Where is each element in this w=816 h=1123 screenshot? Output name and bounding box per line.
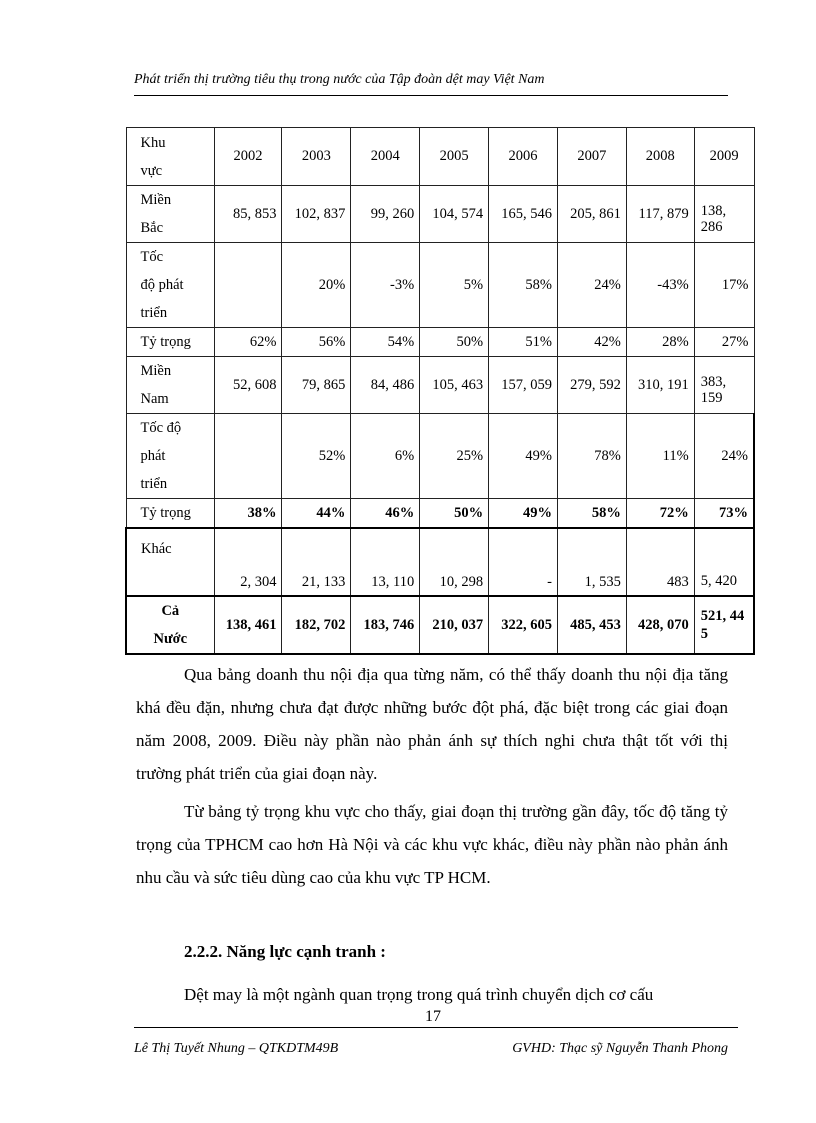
table-cell: 28% (626, 328, 694, 357)
table-cell: 50% (420, 328, 489, 357)
table-cell: 157, 059 (489, 357, 558, 414)
year-header: 2002 (214, 128, 282, 186)
table-cell (694, 186, 754, 243)
section-heading: 2.2.2. Năng lực cạnh tranh : (184, 942, 386, 961)
year-header: 2004 (351, 128, 420, 186)
body-paragraph: Qua bảng doanh thu nội địa qua từng năm, có thể thấy doanh thu nội địa tăng khá đều đặn, nhưng chưa đạt được những bước đột phá, đặc biệt trong các giai đoạn năm 2008, 2009. Điều này phần nào phản ánh sự thích nghi chưa thật tốt với thị trường phát triển của giai đoạn này. (136, 665, 728, 783)
row-label-line: Miền (140, 192, 172, 208)
footer-rule (134, 1027, 738, 1028)
page-number: 17 (425, 1008, 441, 1025)
table-cell: 52% (282, 414, 351, 499)
table-cell: 42% (557, 328, 626, 357)
row-label-line: Miền (140, 363, 172, 379)
table-row-north-growth (126, 243, 754, 328)
table-cell: 21, 133 (282, 528, 351, 596)
running-header: Phát triển thị trường tiêu thụ trong nước của Tập đoàn dệt may Việt Nam (134, 72, 545, 87)
footer-advisor: GVHD: Thạc sỹ Nguyễn Thanh Phong (512, 1041, 728, 1056)
table-cell: 6% (351, 414, 420, 499)
table-cell: 10, 298 (420, 528, 489, 596)
table-cell (694, 357, 754, 414)
row-label-line: Tỷ trọng (140, 505, 191, 521)
row-label-line: Nam (140, 391, 169, 407)
row-label-line: phát (140, 448, 166, 464)
table-cell (214, 243, 282, 328)
year-header: 2009 (694, 128, 754, 186)
table-row-north (126, 186, 754, 243)
year-header: 2003 (282, 128, 351, 186)
table-cell: 322, 605 (489, 596, 558, 654)
table-cell: 99, 260 (351, 186, 420, 243)
table-cell: 79, 865 (282, 357, 351, 414)
row-label-line: triển (140, 305, 168, 321)
row-label-line: Nước (153, 631, 188, 647)
header-rule (134, 95, 728, 96)
row-label-line: Cả (161, 603, 180, 619)
row-label-line: Bắc (140, 220, 164, 236)
table-cell: 483 (626, 528, 694, 596)
revenue-by-region-table (125, 127, 755, 655)
table-cell: 17% (694, 243, 754, 328)
body-paragraph-start: Dệt may là một ngành quan trọng trong quá trình chuyển dịch cơ cấu (184, 985, 654, 1004)
table-cell: 56% (282, 328, 351, 357)
year-header: 2007 (557, 128, 626, 186)
table-cell: 105, 463 (420, 357, 489, 414)
table-cell: 183, 746 (351, 596, 420, 654)
table-row-total (126, 596, 754, 654)
table-row-other (126, 528, 754, 596)
table-cell: 72% (626, 499, 694, 529)
table-cell: - (489, 528, 558, 596)
table-cell (214, 414, 282, 499)
table-cell: 84, 486 (351, 357, 420, 414)
table-cell: 25% (420, 414, 489, 499)
table-cell: 73% (694, 499, 754, 529)
table-row-south-growth (126, 414, 754, 499)
table-row-south (126, 357, 754, 414)
table-cell: 54% (351, 328, 420, 357)
table-cell: 428, 070 (626, 596, 694, 654)
clipped-value: 5, 420 (700, 573, 737, 589)
table-cell: 58% (557, 499, 626, 529)
row-label-line: độ phát (140, 277, 184, 293)
table-cell: 1, 535 (557, 528, 626, 596)
table-cell: 46% (351, 499, 420, 529)
table-cell: 52, 608 (214, 357, 282, 414)
table-cell: 51% (489, 328, 558, 357)
row-label-line: Khác (141, 541, 172, 557)
table-cell: 38% (214, 499, 282, 529)
table-cell: 165, 546 (489, 186, 558, 243)
region-header-line: vực (140, 162, 163, 179)
year-header: 2005 (420, 128, 489, 186)
table-cell: 13, 110 (351, 528, 420, 596)
row-label-line: triển (140, 476, 168, 492)
row-label-line: Tốc độ (140, 420, 182, 436)
table-cell: 85, 853 (214, 186, 282, 243)
clipped-value: 138, 286 (700, 203, 727, 235)
table-header-row (126, 128, 754, 186)
row-label-line: Tỷ trọng (140, 334, 191, 350)
table-cell: 279, 592 (557, 357, 626, 414)
table-cell: 2, 304 (214, 528, 282, 596)
table-cell: 50% (420, 499, 489, 529)
table-row-north-share (126, 328, 754, 357)
table-cell: 5% (420, 243, 489, 328)
table-cell: 485, 453 (557, 596, 626, 654)
clipped-value: 383, 159 (700, 374, 727, 406)
body-paragraph: Từ bảng tỷ trọng khu vực cho thấy, giai đoạn thị trường gần đây, tốc độ tăng tỷ trọng của TPHCM cao hơn Hà Nội và các khu vực khác, điều này phần nào phản ánh nhu cầu và sức tiêu dùng cao của khu vực TP HCM. (136, 802, 728, 887)
table-cell: 182, 702 (282, 596, 351, 654)
table-cell: 521, 445 (694, 596, 754, 654)
table-cell: 49% (489, 499, 558, 529)
year-header: 2006 (489, 128, 558, 186)
table-cell: 58% (489, 243, 558, 328)
table-row-south-share (126, 499, 754, 529)
table-cell: 205, 861 (557, 186, 626, 243)
table-cell: 49% (489, 414, 558, 499)
table-cell: 20% (282, 243, 351, 328)
table-cell: -3% (351, 243, 420, 328)
region-header-line: Khu (140, 134, 166, 151)
table-cell: 210, 037 (420, 596, 489, 654)
table-cell: 104, 574 (420, 186, 489, 243)
table-cell: 117, 879 (626, 186, 694, 243)
table-cell: 102, 837 (282, 186, 351, 243)
table-cell: 11% (626, 414, 694, 499)
table-cell: 78% (557, 414, 626, 499)
table-cell: 27% (694, 328, 754, 357)
table-cell: 138, 461 (214, 596, 282, 654)
footer-author: Lê Thị Tuyết Nhung – QTKDTM49B (134, 1041, 339, 1056)
table-cell: 24% (557, 243, 626, 328)
table-cell: -43% (626, 243, 694, 328)
table-cell: 62% (214, 328, 282, 357)
table-cell (694, 528, 754, 596)
table-cell: 310, 191 (626, 357, 694, 414)
table-cell: 24% (694, 414, 754, 499)
year-header: 2008 (626, 128, 694, 186)
row-label-line: Tốc (140, 249, 164, 265)
table-cell: 44% (282, 499, 351, 529)
